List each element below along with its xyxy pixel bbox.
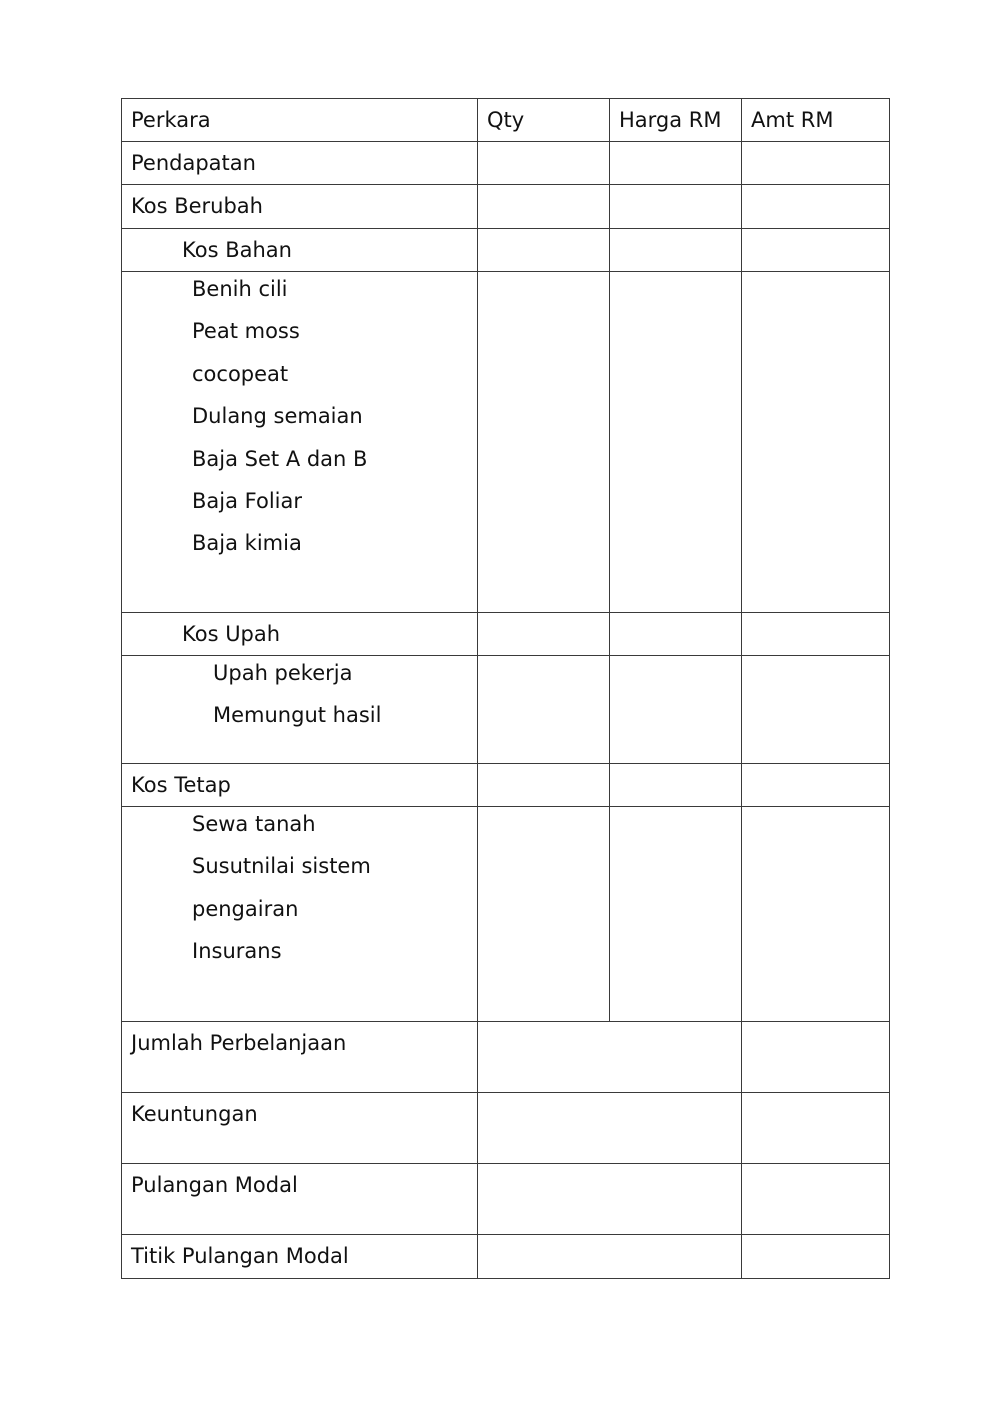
list-item: Upah pekerja <box>213 661 353 685</box>
table-row <box>122 229 890 272</box>
table-row <box>122 185 890 229</box>
row-label-kos-bahan: Kos Bahan <box>122 229 478 272</box>
price-cell[interactable] <box>610 185 742 229</box>
header-qty: Qty <box>478 99 610 142</box>
row-label-kos-berubah: Kos Berubah <box>122 185 478 229</box>
list-item: Benih cili <box>192 277 288 301</box>
table-row <box>122 1022 890 1093</box>
tetap-items-list <box>192 809 477 979</box>
qty-price-merged-cell[interactable] <box>478 1164 742 1235</box>
table-row <box>122 1164 890 1235</box>
list-item: Memungut hasil <box>213 703 382 728</box>
qty-price-merged-cell[interactable] <box>478 1093 742 1164</box>
table-row <box>122 272 890 613</box>
qty-price-merged-cell[interactable] <box>478 1235 742 1279</box>
price-cell[interactable] <box>610 656 742 764</box>
bahan-items-list <box>192 274 477 571</box>
table-row <box>122 142 890 185</box>
qty-price-merged-cell[interactable] <box>478 1022 742 1093</box>
price-cell[interactable] <box>610 229 742 272</box>
price-cell[interactable] <box>610 142 742 185</box>
list-item: Baja Foliar <box>192 488 303 513</box>
qty-cell[interactable] <box>478 185 610 229</box>
price-cell[interactable] <box>610 613 742 656</box>
price-cell[interactable] <box>610 807 742 1022</box>
row-label-kos-tetap: Kos Tetap <box>122 764 478 807</box>
price-cell[interactable] <box>610 272 742 613</box>
row-label-jumlah-perbelanjaan: Jumlah Perbelanjaan <box>122 1022 478 1093</box>
list-item: Peat moss <box>192 319 300 344</box>
qty-cell[interactable] <box>478 764 610 807</box>
qty-cell[interactable] <box>478 142 610 185</box>
header-harga: Harga RM <box>610 99 742 142</box>
list-item: Susutnilai sistem <box>192 854 371 879</box>
table-row <box>122 656 890 764</box>
list-item: Dulang semaian <box>192 404 363 429</box>
amount-cell[interactable] <box>742 656 890 764</box>
bahan-items-cell <box>122 272 478 613</box>
header-amt: Amt RM <box>742 99 890 142</box>
amount-cell[interactable] <box>742 272 890 613</box>
table-row <box>122 1235 890 1279</box>
table-row <box>122 807 890 1022</box>
amount-cell[interactable] <box>742 1022 890 1093</box>
qty-cell[interactable] <box>478 272 610 613</box>
amount-cell[interactable] <box>742 142 890 185</box>
row-label-keuntungan: Keuntungan <box>122 1093 478 1164</box>
qty-cell[interactable] <box>478 229 610 272</box>
row-label-titik-pulangan-modal: Titik Pulangan Modal <box>122 1235 478 1279</box>
list-item: pengairan <box>192 896 299 921</box>
qty-cell[interactable] <box>478 807 610 1022</box>
upah-items-list <box>213 658 477 743</box>
row-label-pulangan-modal: Pulangan Modal <box>122 1164 478 1235</box>
qty-cell[interactable] <box>478 656 610 764</box>
amount-cell[interactable] <box>742 764 890 807</box>
amount-cell[interactable] <box>742 185 890 229</box>
tetap-items-cell <box>122 807 478 1022</box>
table-row <box>122 613 890 656</box>
upah-items-cell <box>122 656 478 764</box>
list-item: Baja kimia <box>192 531 302 556</box>
table-row <box>122 1093 890 1164</box>
row-label-pendapatan: Pendapatan <box>122 142 478 185</box>
price-cell[interactable] <box>610 764 742 807</box>
list-item: Baja Set A dan B <box>192 446 368 471</box>
amount-cell[interactable] <box>742 229 890 272</box>
amount-cell[interactable] <box>742 613 890 656</box>
amount-cell[interactable] <box>742 1164 890 1235</box>
list-item: cocopeat <box>192 361 289 386</box>
list-item: Insurans <box>192 939 282 964</box>
header-perkara: Perkara <box>122 99 478 142</box>
cost-table <box>121 98 890 1279</box>
table-row <box>122 764 890 807</box>
amount-cell[interactable] <box>742 1235 890 1279</box>
amount-cell[interactable] <box>742 807 890 1022</box>
header-row <box>122 99 890 142</box>
amount-cell[interactable] <box>742 1093 890 1164</box>
qty-cell[interactable] <box>478 613 610 656</box>
list-item: Sewa tanah <box>192 812 316 836</box>
row-label-kos-upah: Kos Upah <box>122 613 478 656</box>
